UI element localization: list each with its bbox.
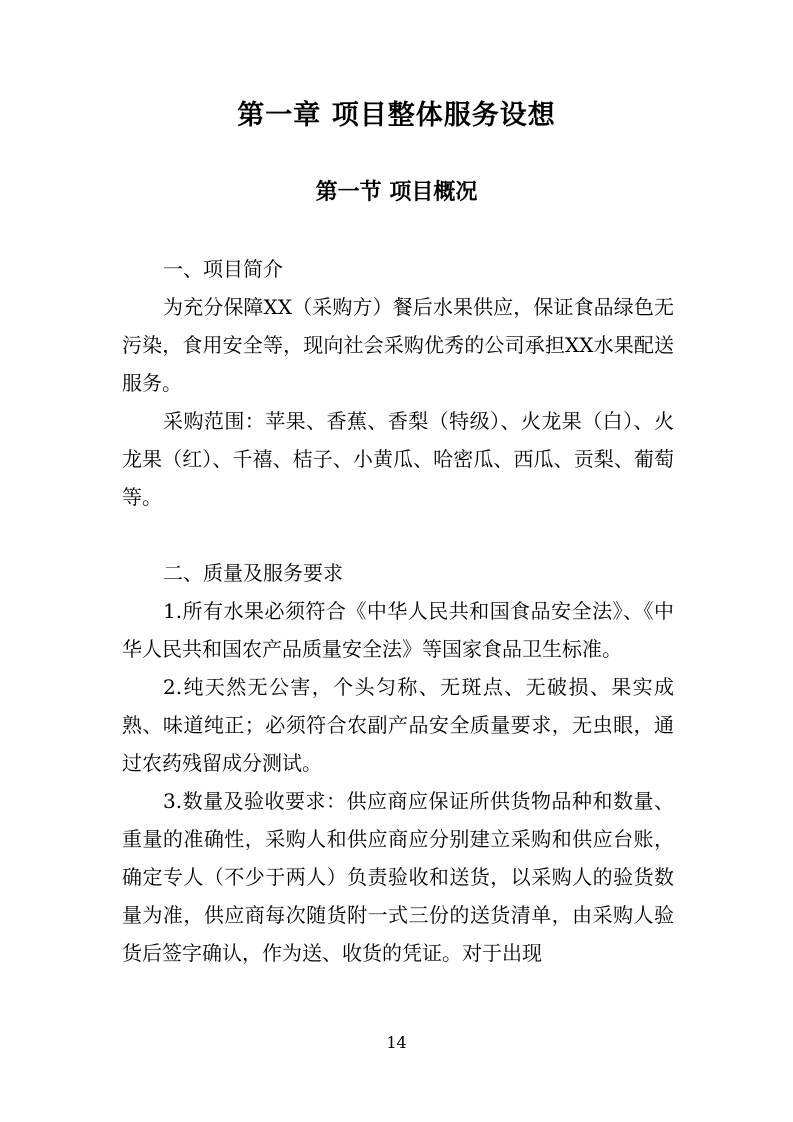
paragraph-requirement-3: 3.数量及验收要求：供应商应保证所供货物品种和数量、重量的准确性，采购人和供应商应分别建立采购和供应台账，确定专人（不少于两人）负责验收和送货，以采购人的验货数量为准，供应商每次随货附一式三份的送货清单，由采购人验货后签字确认，作为送、收货的凭证。对于出现 [122,789,674,965]
section-heading-project-intro: 一、项目简介 [163,257,283,281]
section-heading-quality-requirements: 二、质量及服务要求 [163,561,343,585]
document-body [122,250,674,972]
paragraph-purpose: 为充分保障XX（采购方）餐后水果供应，保证食品绿色无污染，食用安全等，现向社会采购优秀的公司承担XX水果配送服务。 [122,295,674,395]
blank-line [122,516,674,554]
section-title: 第一节 项目概况 [315,179,478,205]
paragraph-requirement-1: 1.所有水果必须符合《中华人民共和国食品安全法》、《中华人民共和国农产品质量安全法》等国家食品卫生标准。 [122,599,674,661]
chapter-title: 第一章 项目整体服务设想 [237,100,556,131]
paragraph-requirement-2: 2.纯天然无公害，个头匀称、无斑点、无破损、果实成熟、味道纯正；必须符合农副产品安全质量要求，无虫眼，通过农药残留成分测试。 [122,675,674,775]
page-number: 14 [386,1033,407,1052]
paragraph-purchase-scope: 采购范围：苹果、香蕉、香梨（特级）、火龙果（白）、火龙果（红）、千禧、桔子、小黄瓜、哈密瓜、西瓜、贡梨、葡萄等。 [122,409,674,509]
